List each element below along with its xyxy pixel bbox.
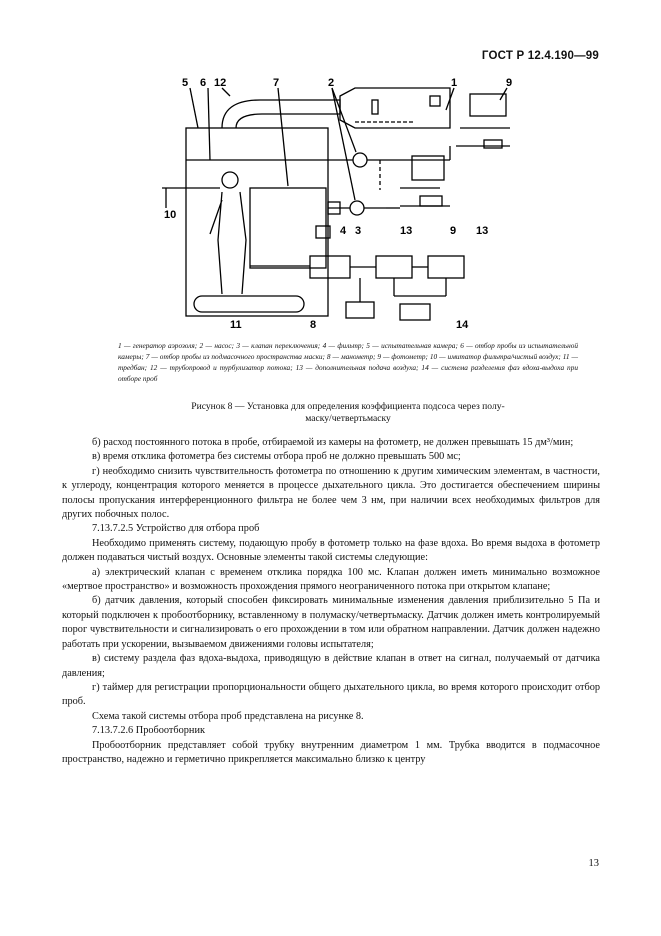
callout-1: 1 — [451, 77, 458, 89]
callout-9: 9 — [506, 77, 513, 89]
paragraph: б) расход постоянного потока в пробе, отбираемой из камеры на фотометр, не должен превышать 15 дм³/мин; — [92, 437, 574, 448]
paragraph: а) электрический клапан с временем отклика порядка 100 мс. Клапан должен иметь минимально возможное «мертвое пространство» и возможность прохождения прямого неограниченного потока при открытом клапане; — [62, 566, 600, 593]
callout-3: 3 — [355, 225, 362, 237]
figure-caption-line1: Рисунок 8 — Установка для определения коэффициента подсоса через полу- — [191, 401, 505, 412]
section-heading: 7.13.7.2.6 Пробоотборник — [92, 725, 205, 737]
callout-7: 7 — [273, 77, 280, 89]
paragraph: в) время отклика фотометра без системы отбора проб не должно превышать 500 мс; — [92, 451, 461, 463]
callout-10: 10 — [164, 209, 177, 221]
paragraph: в) систему раздела фаз вдоха-выдоха, приводящую в действие клапан в ответ на сигнал, получаемый от датчика давления; — [62, 653, 600, 679]
treadmill — [194, 296, 304, 312]
figure-legend: 1 — генератор аэрозоля; 2 — насос; 3 — клапан переключения; 4 — фильтр; 5 — испытательная камера; 6 — отбор пробы из испытательной камеры; 7 — отбор пробы из подмасочного пространства маски; 8 — манометр; 9 — фотометр; 10 — имитатор фильтра/чистый воздух; 11 — тредбан; 12 — трубопровод и турбулизатор потока; 13 — дополнительная подача воздуха; 14 — система разделения фаз вдоха-выдоха при отборе проб — [118, 341, 578, 383]
pump-bottom — [350, 201, 364, 215]
callout-5: 5 — [182, 77, 189, 89]
callout-6: 6 — [200, 77, 207, 89]
callout-9b: 9 — [450, 225, 457, 237]
paragraph: Схема такой системы отбора проб представлена на рисунке 8. — [92, 710, 364, 722]
callout-8: 8 — [310, 319, 317, 331]
callout-13b: 13 — [476, 225, 489, 237]
paragraph: б) датчик давления, который способен фиксировать минимальные изменения давления приблизительно 5 Па и который подключен к пробоотборнику, вставленному в полумаску/четвертьмаску. Датчик должен иметь контролируемый порог чувствительности и сигнализировать о его прохождении в том или обратном направлении. Датчик должен надежно работать при ускорении, вызываемом движениями головы испытателя; — [62, 595, 600, 650]
document-header: ГОСТ Р 12.4.190—99 — [481, 50, 599, 62]
paragraph: Необходимо применять систему, подающую пробу в фотометр только на фазе вдоха. Во время выдоха в фотометр должен подаваться чистый воздух. Основные элементы такой системы следующие: — [62, 537, 600, 564]
callout-11: 11 — [230, 319, 242, 331]
pump-top — [353, 153, 367, 167]
installation-schematic — [150, 70, 530, 340]
figure-caption — [118, 401, 578, 425]
paragraph: г) таймер для регистрации пропорциональности общего дыхательного цикла, во время которого происходит отбор проб. — [62, 681, 600, 708]
callout-12: 12 — [214, 77, 227, 89]
paragraph: г) необходимо снизить чувствительность фотометра по отношению к другим химическим элементам, в частности, к углероду, концентрация которого меняется в процессе дыхательного цикла. Это достигается обеспечением ширины полосы пропускания интерференционного фильтра не более чем 3 нм, при наличии всех необходимых фильтров для других побочных полос. — [62, 465, 600, 521]
paragraph: Пробоотборник представляет собой трубку внутренним диаметром 1 мм. Трубка вводится в подмасочное пространство, надежно и герметично прикрепляется максимально близко к центру — [62, 739, 600, 765]
callout-4: 4 — [340, 225, 347, 237]
figure-8-diagram — [150, 70, 530, 340]
figure-caption-line2: маску/четвертьмаску — [305, 413, 391, 424]
section-heading: 7.13.7.2.5 Устройство для отбора проб — [92, 523, 260, 535]
callout-2: 2 — [328, 77, 335, 89]
callout-14: 14 — [456, 319, 469, 331]
test-chamber — [186, 128, 328, 316]
body-text — [62, 436, 600, 767]
callout-13: 13 — [400, 225, 413, 237]
page-number: 13 — [588, 858, 599, 869]
